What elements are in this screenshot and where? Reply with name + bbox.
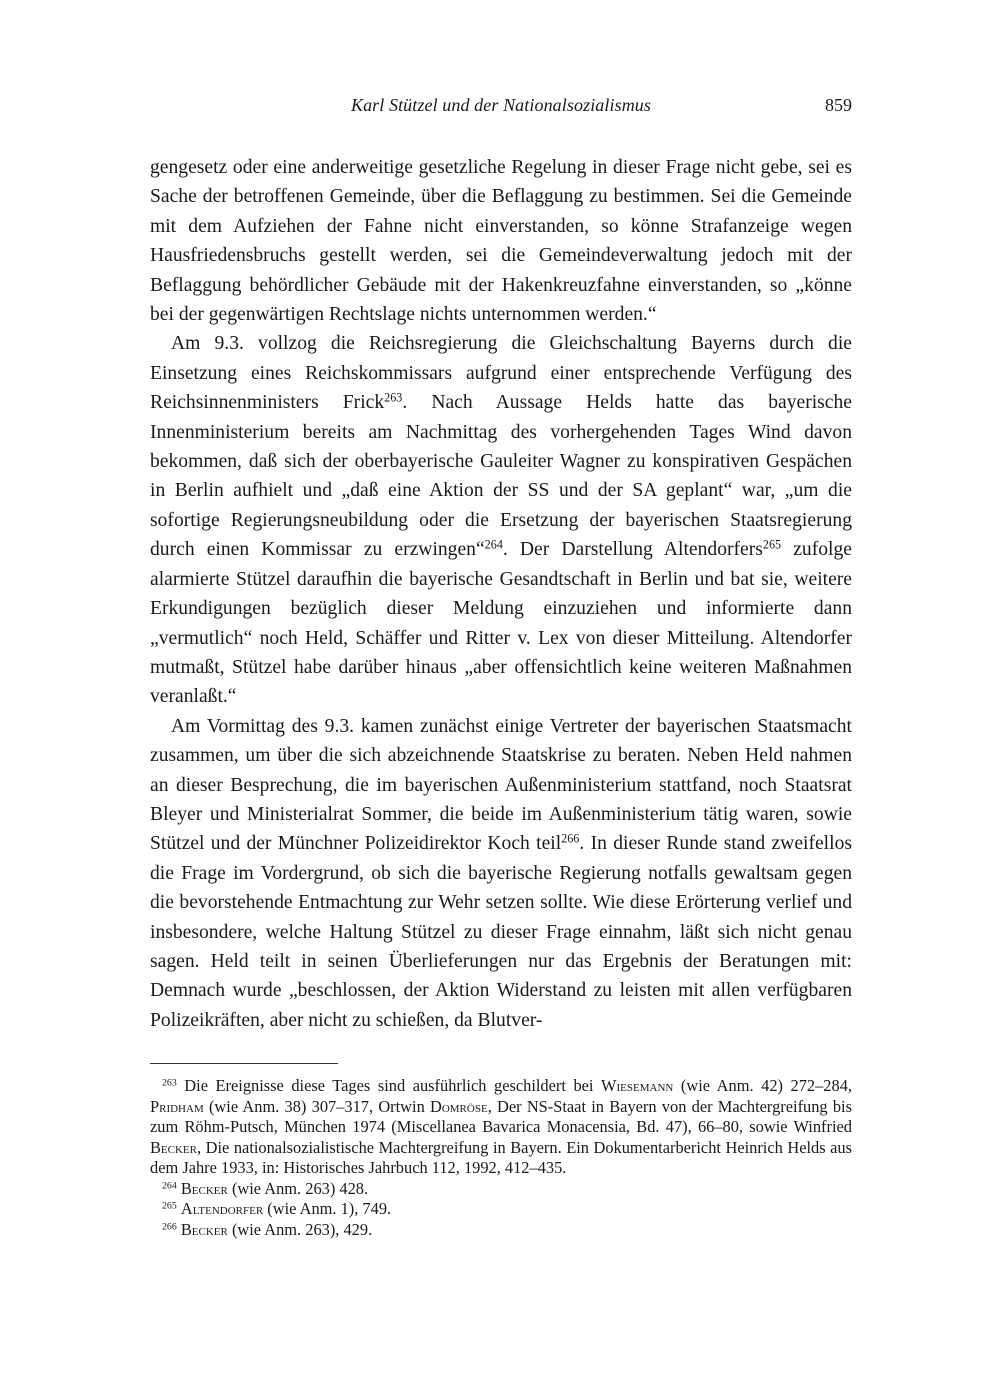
- running-head: [150, 90, 852, 120]
- footnote-text: , Die nationalsozialistische Machtergreifung in Bayern. Ein Dokumentarbericht Heinrich Helds aus dem Jahre 1933, in: Historisches Jahrbuch 112, 1992, 412–435.: [150, 1137, 852, 1178]
- page-number: 859: [825, 95, 852, 115]
- footnote-divider: [150, 1063, 338, 1064]
- footnote-265: [150, 1199, 852, 1220]
- footnote-264: [150, 1179, 852, 1200]
- footnote-number: 263: [162, 1077, 177, 1089]
- footnote-text: (wie Anm. 42) 272–284,: [673, 1076, 852, 1096]
- footnote-text: (wie Anm. 38) 307–317, Ortwin: [203, 1096, 430, 1116]
- footnote-number: 264: [162, 1180, 177, 1192]
- author-name: Becker: [180, 1219, 228, 1239]
- paragraph-text: gengesetz oder eine anderweitige gesetzliche Regelung in dieser Frage nicht gebe, sei es Sache der betroffenen Gemeinde, über die Beflaggung zu bestimmen. Sei die Gemeinde mit dem Aufziehen der Fahne nicht einverstanden, so könne Strafanzeige wegen Hausfriedensbruchs gestellt werden, sei die Gemeindeverwaltung jedoch mit der Beflaggung behördlicher Gebäude mit der Hakenkreuzfahne einverstanden, so „könne bei der gegenwärtigen Rechtslage nichts unternommen werden.“: [150, 157, 852, 326]
- book-page: [150, 90, 852, 1240]
- footnote-263: [150, 1076, 852, 1179]
- footnote-ref-263[interactable]: 263: [384, 390, 403, 405]
- footnote-ref-266[interactable]: 266: [561, 831, 580, 846]
- footnote-text: Die Ereignisse diese Tages sind ausführlich geschildert bei: [176, 1076, 602, 1096]
- author-name: Becker: [150, 1137, 197, 1157]
- paragraph-1: [150, 153, 852, 329]
- footnote-266: [150, 1220, 852, 1241]
- body-text: [150, 153, 852, 1035]
- running-title: Karl Stützel und der Nationalsozialismus: [350, 95, 652, 115]
- footnote-ref-265[interactable]: 265: [762, 537, 782, 552]
- author-name: Wiesemann: [601, 1076, 674, 1096]
- author-name: Pridham: [150, 1096, 204, 1116]
- footnote-ref-264[interactable]: 264: [484, 537, 503, 552]
- footnote-number: 265: [162, 1200, 177, 1212]
- paragraph-text: . Der Darstellung Altendorfers: [502, 539, 763, 561]
- paragraph-text: Am Vormittag des 9.3. kamen zunächst einige Vertreter der bayerischen Staatsmacht zusammen, um über die sich abzeichnende Staatskrise zu beraten. Neben Held nahmen an dieser Besprechung, die im bayerischen Außenministerium stattfand, noch Staatsrat Bleyer und Ministerialrat Sommer, die beide im Außenministerium tätig waren, sowie Stützel und der Münchner Polizeidirektor Koch teil: [150, 715, 852, 855]
- footnote-text: , Der NS-Staat in Bayern von der Machtergreifung bis zum Röhm-Putsch, München 1974 (Miscellanea Bavarica Monacensia, Bd. 47), 66–80, sowie Winfried: [150, 1096, 852, 1137]
- paragraph-3: [150, 712, 852, 1035]
- footnotes: [150, 1076, 852, 1240]
- footnote-text: (wie Anm. 1), 749.: [263, 1199, 392, 1219]
- paragraph-text: zufolge alarmierte Stützel daraufhin die bayerische Gesandtschaft in Berlin und bat sie, weitere Erkundigungen bezüglich dieser Meldung einzuziehen und informierte dann „vermutlich“ noch Held, Schäffer und Ritter v. Lex von dieser Mitteilung. Altendorfer mutmaßt, Stützel habe darüber hinaus „aber offensichtlich keine weiteren Maßnahmen veranlaßt.“: [150, 539, 852, 708]
- footnote-text: (wie Anm. 263) 428.: [227, 1178, 369, 1198]
- footnote-text: (wie Anm. 263), 429.: [227, 1219, 373, 1239]
- paragraph-text: Am 9.3. vollzog die Reichsregierung die Gleichschaltung Bayerns durch die Einsetzung eines Reichskommissars aufgrund einer entsprechende Verfügung des Reichsinnenministers Frick: [150, 333, 852, 414]
- author-name: Domröse: [430, 1096, 488, 1116]
- paragraph-text: . Nach Aussage Helds hatte das bayerische Innenministerium bereits am Nachmittag des vorhergehenden Tages Wind davon bekommen, daß sich der oberbayerische Gauleiter Wagner zu konspirativen Gespächen in Berlin aufhielt und „daß eine Aktion der SS und der SA geplant“ war, „um die sofortige Regierungsneubildung oder die Ersetzung der bayerischen Staatsregierung durch einen Kommissar zu erzwingen“: [150, 392, 852, 561]
- paragraph-2: [150, 329, 852, 711]
- author-name: Altendorfer: [180, 1199, 264, 1219]
- author-name: Becker: [180, 1178, 228, 1198]
- footnote-number: 266: [162, 1221, 177, 1233]
- paragraph-text: . In dieser Runde stand zweifellos die Frage im Vordergrund, ob sich die bayerische Regierung notfalls gewaltsam gegen die bevorstehende Entmachtung zur Wehr setzen sollte. Wie diese Erörterung verlief und insbesondere, welche Haltung Stützel zu dieser Frage einnahm, läßt sich nicht genau sagen. Held teilt in seinen Überlieferungen nur das Ergebnis der Beratungen mit: Demnach wurde „beschlossen, der Aktion Widerstand zu leisten mit allen verfügbaren Polizeikräften, aber nicht zu schießen, da Blutver-: [150, 833, 852, 1031]
